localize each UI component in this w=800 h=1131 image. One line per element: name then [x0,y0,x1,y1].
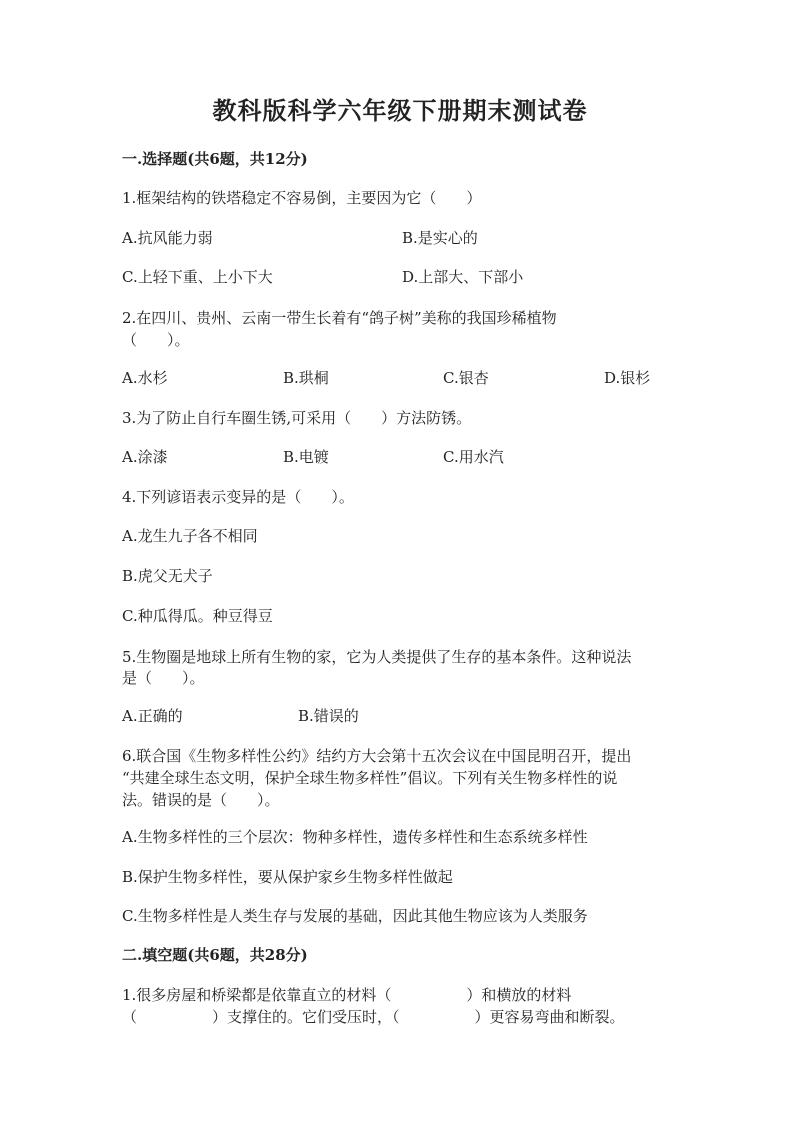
question-5-text-line1: 5.生物圈是地球上所有生物的家，它为人类提供了生存的基本条件。这种说法 [122,648,632,666]
question-2-text-line2: （ ）。 [122,331,190,349]
question-4-option-b: B.虎父无犬子 [122,567,213,585]
question-2-option-d: D.银杉 [604,369,651,387]
question-1-option-c: C.上轻下重、上小下大 [122,268,273,286]
question-6-text-line3: 法。错误的是（ ）。 [122,791,280,809]
question-2-option-c: C.银杏 [443,369,489,387]
question-6-text-line2: “共建全球生态文明，保护全球生物多样性”倡议。下列有关生物多样性的说 [122,769,618,787]
question-1-option-b: B.是实心的 [402,229,478,247]
question-4-text: 4.下列谚语表示变异的是（ ）。 [122,488,354,506]
question-3-option-b: B.电镀 [283,448,329,466]
question-2-option-a: A.水杉 [122,369,168,387]
fill-question-1-text-line1: 1.很多房屋和桥梁都是依靠直立的材料（ ）和横放的材料 [122,986,572,1004]
question-1-option-d: D.上部大、下部小 [402,268,524,286]
exam-title: 教科版科学六年级下册期末测试卷 [212,96,588,125]
question-1-option-a: A.抗风能力弱 [122,229,213,247]
question-5-option-a: A.正确的 [122,707,183,725]
fill-question-1-text-line2: （ ）支撑住的。它们受压时，（ ）更容易弯曲和断裂。 [122,1008,625,1026]
question-3-text: 3.为了防止自行车圈生锈,可采用（ ）方法防锈。 [122,409,472,427]
question-4-option-c: C.种瓜得瓜。种豆得豆 [122,607,273,625]
question-4-option-a: A.龙生九子各不相同 [122,527,258,545]
question-5-option-b: B.错误的 [298,707,359,725]
section-heading-fill-blank: 二.填空题(共6题，共28分) [122,946,308,964]
question-2-option-b: B.珙桐 [283,369,329,387]
section-heading-choice: 一.选择题(共6题，共12分) [122,150,308,168]
question-2-text-line1: 2.在四川、贵州、云南一带生长着有“鸽子树”美称的我国珍稀植物 [122,309,557,327]
question-6-option-a: A.生物多样性的三个层次：物种多样性，遗传多样性和生态系统多样性 [122,828,588,846]
question-6-text-line1: 6.联合国《生物多样性公约》结约方大会第十五次会议在中国昆明召开，提出 [122,747,632,765]
question-6-option-b: B.保护生物多样性，要从保护家乡生物多样性做起 [122,868,453,886]
question-3-option-c: C.用水汽 [443,448,504,466]
question-5-text-line2: 是（ ）。 [122,669,205,687]
question-3-option-a: A.涂漆 [122,448,168,466]
question-1-text: 1.框架结构的铁塔稳定不容易倒，主要因为它（ ） [122,189,482,207]
question-6-option-c: C.生物多样性是人类生存与发展的基础，因此其他生物应该为人类服务 [122,907,588,925]
